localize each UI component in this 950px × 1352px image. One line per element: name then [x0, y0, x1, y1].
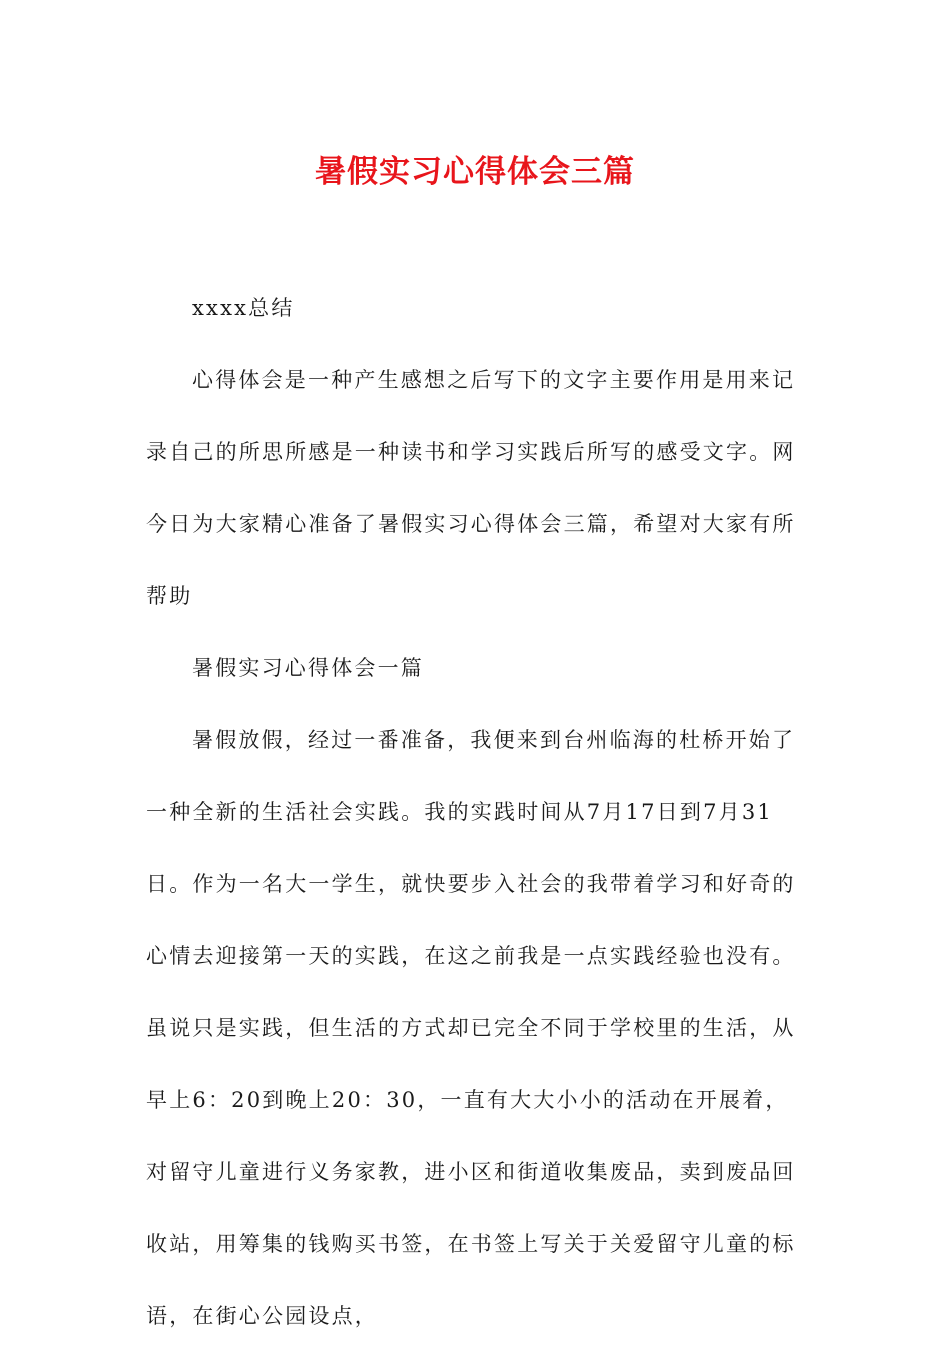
document-title: 暑假实习心得体会三篇: [315, 154, 635, 190]
document-body: [146, 272, 806, 1352]
section-paragraph: 暑假放假，经过一番准备，我便来到台州临海的杜桥开始了一种全新的生活社会实践。我的实践时间从7月17日到7月31日。作为一名大一学生，就快要步入社会的我带着学习和好奇的心情去迎接第一天的实践，在这之前我是一点实践经验也没有。虽说只是实践，但生活的方式却已完全不同于学校里的生活，从早上6：20到晚上20：30，一直有大大小小的活动在开展着，对留守儿童进行义务家教，进小区和街道收集废品，卖到废品回收站，用筹集的钱购买书签，在书签上写关于关爱留守儿童的标语，在街心公园设点，: [146, 728, 796, 1328]
section-heading: 暑假实习心得体会一篇: [192, 656, 424, 680]
summary-label: xxxx总结: [192, 296, 295, 320]
intro-paragraph: 心得体会是一种产生感想之后写下的文字主要作用是用来记录自己的所思所感是一种读书和学习实践后所写的感受文字。网今日为大家精心准备了暑假实习心得体会三篇，希望对大家有所帮助: [146, 368, 796, 608]
